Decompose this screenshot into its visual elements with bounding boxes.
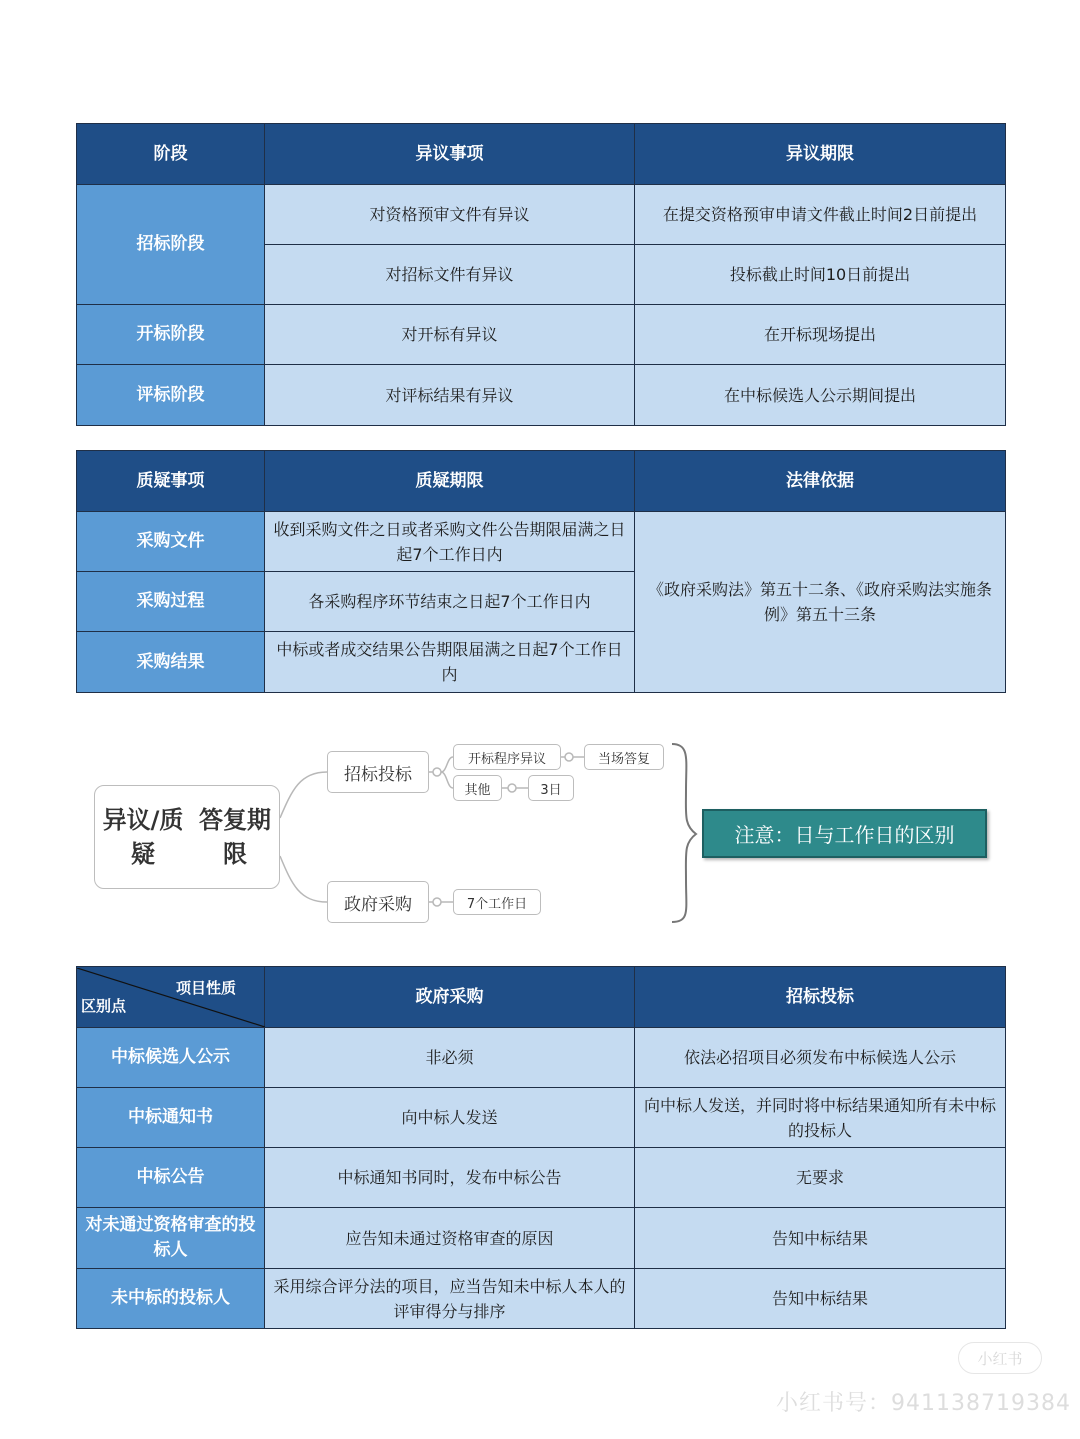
stage-tendering: 招标阶段 (77, 185, 265, 305)
gov-procurement-value: 应告知未通过资格审查的原因 (265, 1208, 635, 1269)
mindmap-node-opening-objection: 开标程序异议 (453, 744, 561, 770)
table-row (77, 185, 1006, 245)
header-query-deadline: 质疑期限 (265, 451, 635, 512)
table-row (77, 512, 1006, 572)
table-header-row (77, 451, 1006, 512)
mindmap-node-3-days: 3日 (528, 775, 574, 801)
header-corner-diagonal (77, 967, 265, 1028)
table-row (77, 1269, 1006, 1329)
mindmap-node-answer-onsite: 当场答复 (584, 744, 664, 770)
table-header-row (77, 124, 1006, 185)
mindmap-note: 注意：日与工作日的区别 (702, 809, 987, 858)
header-stage: 阶段 (77, 124, 265, 185)
gov-procurement-value: 非必须 (265, 1028, 635, 1088)
legal-basis: 《政府采购法》第五十二条、《政府采购法实施条例》第五十三条 (635, 512, 1006, 693)
header-objection-item: 异议事项 (265, 124, 635, 185)
table-row (77, 1148, 1006, 1208)
query-item: 采购文件 (77, 512, 265, 572)
objection-item: 对资格预审文件有异议 (265, 185, 635, 245)
tender-bidding-value: 向中标人发送，并同时将中标结果通知所有未中标的投标人 (635, 1088, 1006, 1148)
table-header-row (77, 967, 1006, 1028)
mindmap-root: 异议/质疑 答复期限 (94, 785, 280, 889)
query-deadline: 各采购程序环节结束之日起7个工作日内 (265, 572, 635, 632)
tender-bidding-value: 依法必招项目必须发布中标候选人公示 (635, 1028, 1006, 1088)
objection-deadline: 在提交资格预审申请文件截止时间2日前提出 (635, 185, 1006, 245)
table-row (77, 365, 1006, 426)
difference-point: 未中标的投标人 (77, 1269, 265, 1329)
header-objection-deadline: 异议期限 (635, 124, 1006, 185)
objection-item: 对招标文件有异议 (265, 245, 635, 305)
gov-procurement-value: 采用综合评分法的项目，应当告知未中标人本人的评审得分与排序 (265, 1269, 635, 1329)
difference-point: 中标通知书 (77, 1088, 265, 1148)
header-legal-basis: 法律依据 (635, 451, 1006, 512)
objection-table (76, 123, 1006, 426)
gov-procurement-value: 中标通知书同时，发布中标公告 (265, 1148, 635, 1208)
table-row (77, 1208, 1006, 1269)
mindmap-branch-tendering: 招标投标 (327, 751, 429, 793)
watermark-id: 小红书号：9411387193​84 (776, 1391, 1071, 1416)
query-table (76, 450, 1006, 693)
header-tender-bidding: 招标投标 (635, 967, 1006, 1028)
query-item: 采购过程 (77, 572, 265, 632)
table-row (77, 305, 1006, 365)
mindmap-node-7-workdays: 7个工作日 (453, 889, 541, 915)
objection-deadline: 在开标现场提出 (635, 305, 1006, 365)
mindmap-branch-gov-procurement: 政府采购 (327, 881, 429, 923)
objection-item: 对开标有异议 (265, 305, 635, 365)
mindmap-node-other: 其他 (453, 775, 502, 801)
query-deadline: 中标或者成交结果公告期限届满之日起7个工作日内 (265, 632, 635, 693)
corner-label-project-nature: 项目性质 (175, 978, 236, 997)
tender-bidding-value: 告知中标结果 (635, 1208, 1006, 1269)
table-row (77, 1088, 1006, 1148)
difference-point: 中标公告 (77, 1148, 265, 1208)
query-item: 采购结果 (77, 632, 265, 693)
header-gov-procurement: 政府采购 (265, 967, 635, 1028)
query-deadline: 收到采购文件之日或者采购文件公告期限届满之日起7个工作日内 (265, 512, 635, 572)
objection-item: 对评标结果有异议 (265, 365, 635, 426)
difference-point: 对未通过资格审查的投标人 (77, 1208, 265, 1269)
objection-deadline: 在中标候选人公示期间提出 (635, 365, 1006, 426)
tender-bidding-value: 告知中标结果 (635, 1269, 1006, 1329)
stage-bid-opening: 开标阶段 (77, 305, 265, 365)
objection-deadline: 投标截止时间10日前提出 (635, 245, 1006, 305)
corner-label-difference: 区别点 (81, 996, 127, 1015)
tender-bidding-value: 无要求 (635, 1148, 1006, 1208)
difference-point: 中标候选人公示 (77, 1028, 265, 1088)
gov-procurement-value: 向中标人发送 (265, 1088, 635, 1148)
header-query-item: 质疑事项 (77, 451, 265, 512)
comparison-table (76, 966, 1006, 1329)
watermark-logo: 小红书 (958, 1342, 1042, 1374)
table-row (77, 1028, 1006, 1088)
stage-evaluation: 评标阶段 (77, 365, 265, 426)
